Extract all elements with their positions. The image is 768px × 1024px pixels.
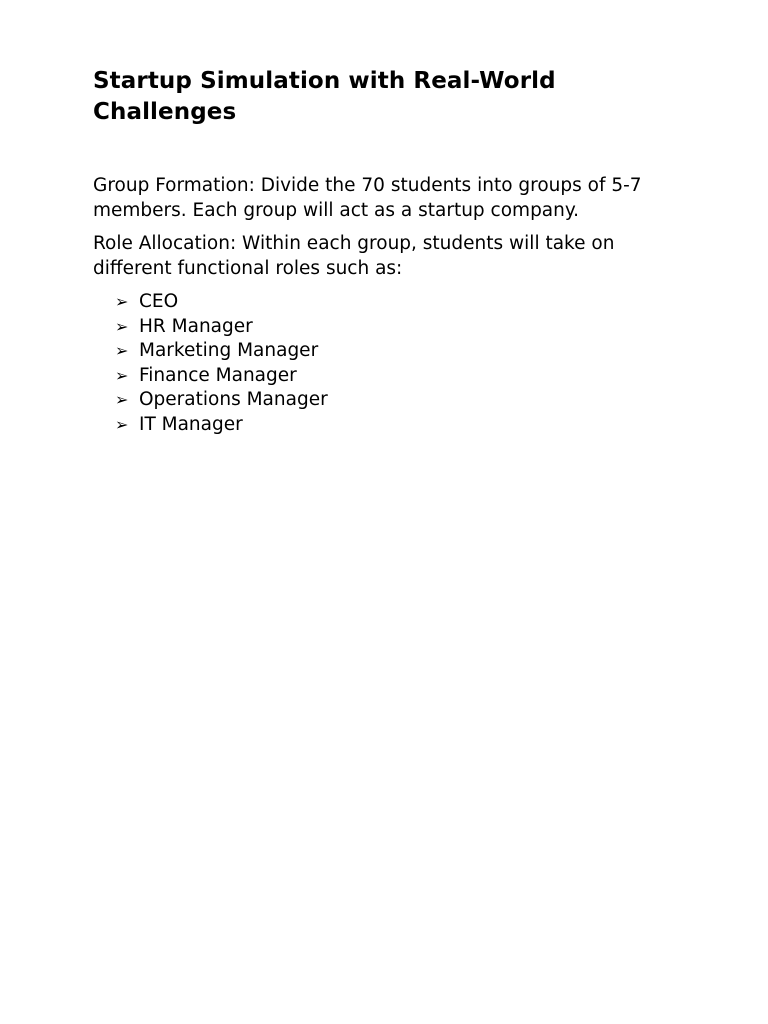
role-label: IT Manager: [139, 413, 243, 435]
arrow-bullet-icon: ➢: [115, 414, 129, 434]
role-label: Marketing Manager: [139, 340, 319, 361]
list-item: [115, 388, 683, 413]
document-page: [93, 66, 683, 437]
arrow-bullet-icon: ➢: [115, 292, 129, 311]
role-label: Operations Manager: [139, 389, 328, 410]
list-item: [115, 290, 683, 315]
list-item: [115, 413, 683, 438]
role-label: Finance Manager: [139, 364, 297, 386]
list-item: [115, 315, 683, 340]
roles-list: [93, 290, 683, 437]
arrow-bullet-icon: ➢: [115, 390, 129, 409]
list-item: [115, 364, 683, 389]
role-label: CEO: [139, 291, 179, 312]
role-label: HR Manager: [139, 315, 253, 337]
paragraph-group-formation: Group Formation: Divide the 70 students into groups of 5-7 members. Each group will act as a startup company.: [93, 175, 642, 221]
list-item: [115, 339, 683, 364]
paragraph-role-allocation: Role Allocation: Within each group, students will take on different functional roles such as:: [93, 233, 615, 279]
arrow-bullet-icon: ➢: [115, 341, 129, 360]
arrow-bullet-icon: ➢: [115, 365, 129, 385]
arrow-bullet-icon: ➢: [115, 316, 129, 336]
document-title: Startup Simulation with Real-World Challenges: [93, 68, 556, 125]
